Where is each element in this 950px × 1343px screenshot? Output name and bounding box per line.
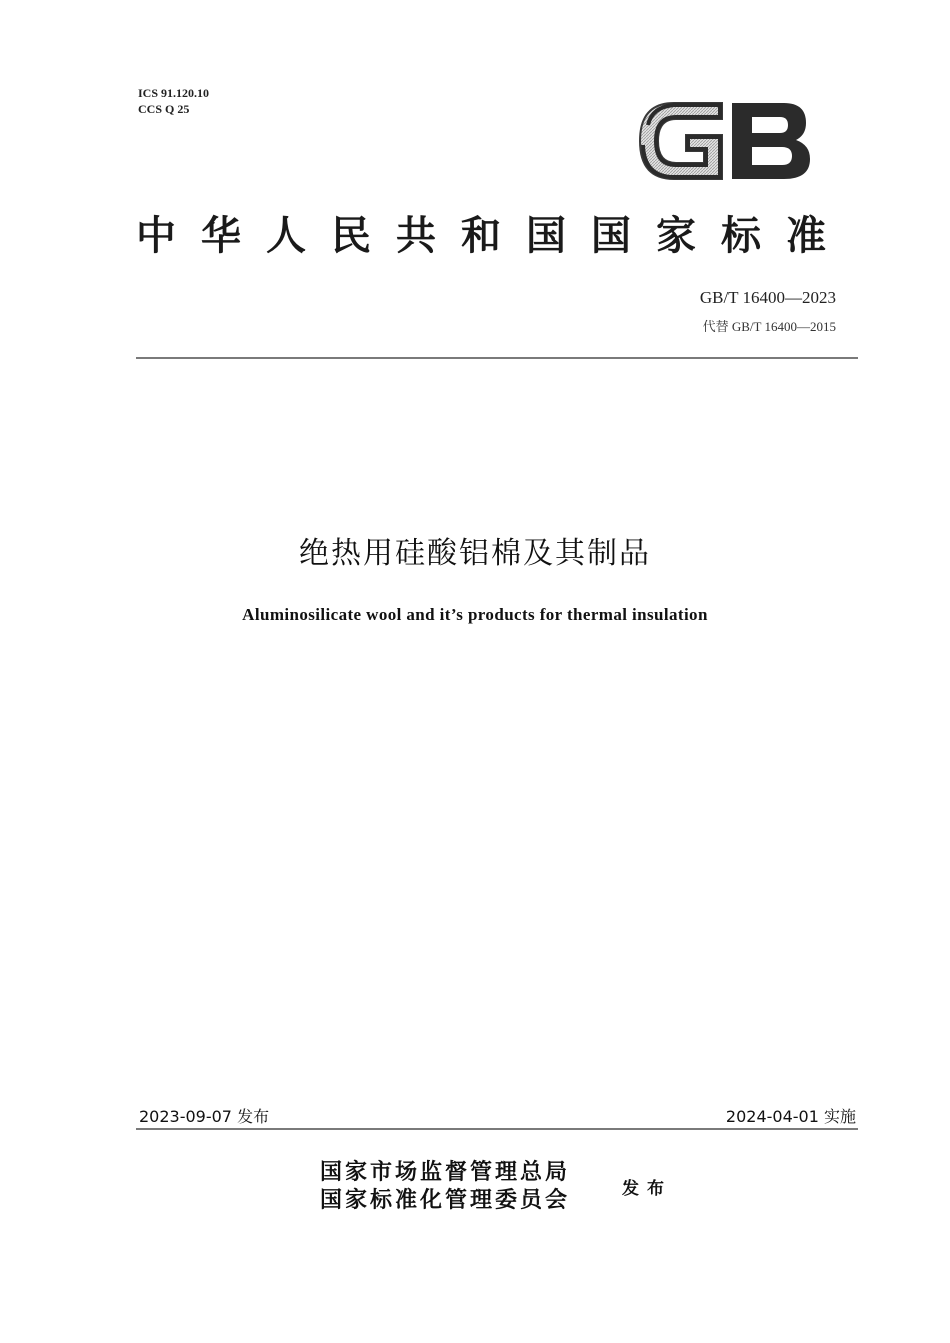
publish-label: 发布 [622,1179,672,1199]
issuing-authorities [320,1158,570,1214]
gb-logo [634,95,814,187]
implementation-date: 2024-04-01 实施 [725,1107,856,1126]
document-title-zh: 绝热用硅酸铝棉及其制品 [299,536,651,571]
issuer-sac: 国家标准化管理委员会 [320,1187,571,1213]
header-divider [136,357,858,359]
national-standard-title [136,206,858,266]
national-standard-title-text: 中华人民共和国国家标准 [136,213,851,259]
ics-code: ICS 91.120.10 [138,86,210,100]
standard-number: GB/T 16400—2023 [699,288,836,307]
ccs-code: CCS Q 25 [138,102,190,116]
issuer-samr: 国家市场监督管理总局 [320,1159,571,1185]
document-title-en: Aluminosilicate wool and it’s products for thermal insulation [242,605,708,624]
issue-date: 2023-09-07 发布 [139,1107,270,1126]
replaces-standard: 代替 GB/T 16400—2015 [702,319,836,334]
footer-divider [136,1128,858,1130]
classification-codes [138,85,209,117]
